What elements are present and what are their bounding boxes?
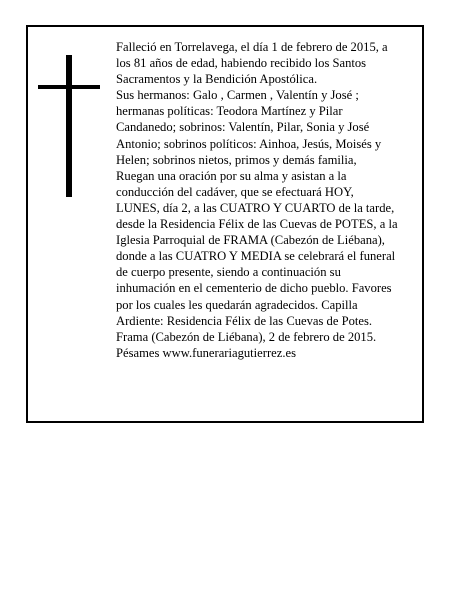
cross-horizontal-bar (38, 85, 100, 89)
obituary-notice (26, 25, 424, 423)
cross-vertical-bar (66, 55, 72, 197)
notice-text: Falleció en Torrelavega, el día 1 de febrero de 2015, a los 81 años de edad, habiendo recibido los Santos Sacramentos y la Bendición Apostólica. Sus hermanos: Galo , Carmen , Valentín y José ; hermanas políticas: Teodora Martínez y Pilar Candanedo; sobrinos: Valentín, Pilar, Sonia y José Antonio; sobrinos políticos: Ainhoa, Jesús, Moisés y Helen; sobrinos nietos, primos y demás familia, Ruegan una oración por su alma y asistan a la conducción del cadáver, que se efectuará HOY, LUNES, día 2, a las CUATRO Y CUARTO de la tarde, desde la Residencia Félix de las Cuevas de POTES, a la Iglesia Parroquial de FRAMA (Cabezón de Liébana), donde a las CUATRO Y MEDIA se celebrará el funeral de cuerpo presente, siendo a continuación su inhumación en el cementerio de dicho pueblo. Favores por los cuales les quedarán agradecidos. Capilla Ardiente: Residencia Félix de las Cuevas de Potes. Frama (Cabezón de Liébana), 2 de febrero de 2015. Pésames www.funerariagutierrez.es (116, 40, 398, 360)
